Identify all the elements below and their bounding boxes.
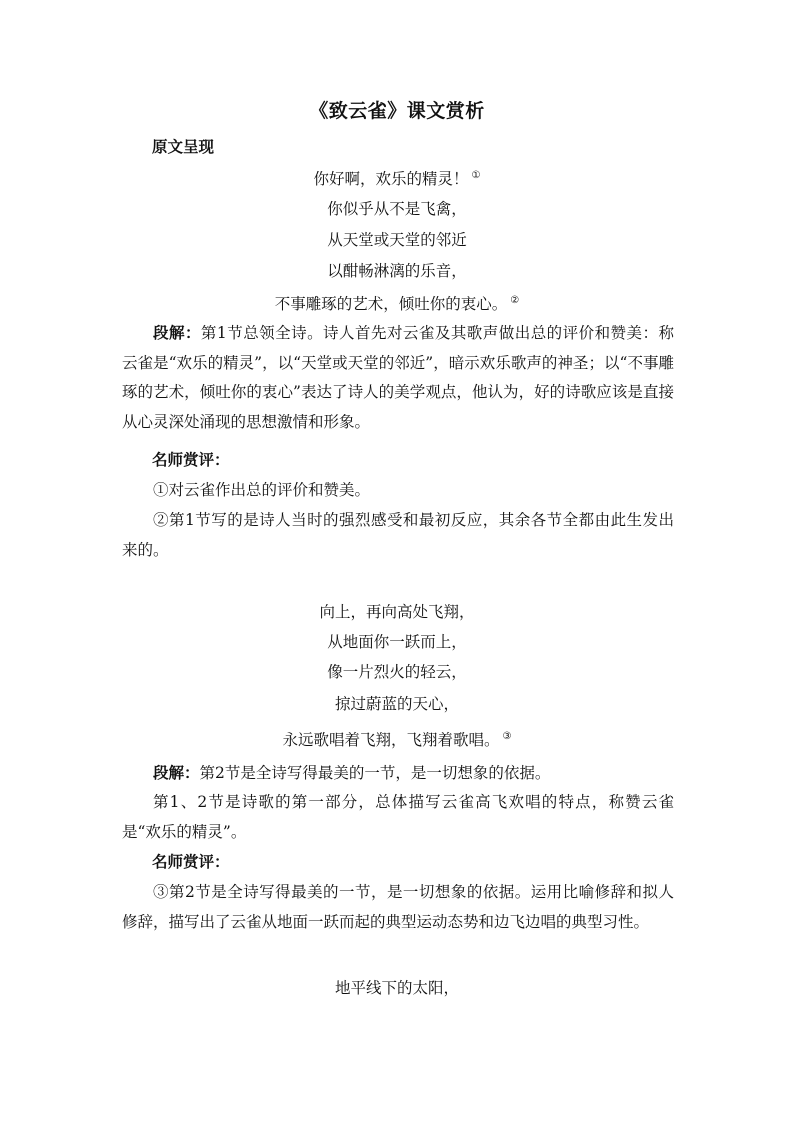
comment-heading: 名师赏评：	[152, 450, 230, 469]
poem-line: 掠过蔚蓝的天心，	[334, 695, 459, 713]
footnote-marker: ①	[471, 170, 481, 181]
comment-item: ①对云雀作出总的评价和赞美。	[153, 481, 371, 499]
analysis-paragraph: 段解：第1节总领全诗。诗人首先对云雀及其歌声做出总的评价和赞美：称云雀是“欢乐的精灵”，以“天堂或天堂的邻近”，暗示欢乐歌声的神圣；以“不事雕琢的艺术，倾吐你的衷心”表达了诗人的美学观点，他认为，好的诗歌应该是直接从心灵深处涌现的思想激情和形象。	[122, 323, 674, 431]
comment-heading: 名师赏评：	[152, 852, 230, 871]
footnote-marker: ③	[502, 731, 512, 742]
analysis-label: 段解：	[153, 323, 201, 342]
comment-item: ③第2节是全诗写得最美的一节，是一切想象的依据。运用比喻修辞和拟人修辞，描写出了云雀从地面一跃而起的典型运动态势和边飞边唱的典型习性。	[122, 883, 674, 931]
page-title: 《致云雀》课文赏析	[309, 100, 485, 122]
poem-line: 从地面你一跃而上，	[327, 633, 467, 651]
poem-line: 像一片烈火的轻云，	[327, 663, 467, 681]
analysis-paragraph: 段解：第2节是全诗写得最美的一节，是一切想象的依据。	[153, 763, 551, 782]
analysis-label: 段解：	[153, 763, 200, 782]
footnote-marker: ②	[510, 295, 520, 306]
poem-line: 不事雕琢的艺术，倾吐你的衷心。 ②	[274, 295, 520, 313]
poem-line: 你好啊，欢乐的精灵！ ①	[313, 170, 481, 188]
comment-item: ②第1节写的是诗人当时的强烈感受和最初反应，其余各节全都由此生发出来的。	[122, 511, 674, 559]
analysis-paragraph: 第1、2节是诗歌的第一部分，总体描写云雀高飞欢唱的特点，称赞云雀是“欢乐的精灵”。	[122, 793, 674, 841]
poem-line: 向上，再向高处飞翔，	[319, 603, 475, 621]
poem-line: 以酣畅淋漓的乐音，	[327, 262, 467, 280]
poem-line: 从天堂或天堂的邻近	[327, 231, 467, 249]
poem-line: 你似乎从不是飞禽，	[327, 200, 467, 218]
poem-line: 地平线下的太阳，	[334, 979, 459, 997]
poem-line: 永远歌唱着飞翔，飞翔着歌唱。 ③	[282, 731, 512, 749]
section-heading: 原文呈现	[152, 137, 215, 156]
